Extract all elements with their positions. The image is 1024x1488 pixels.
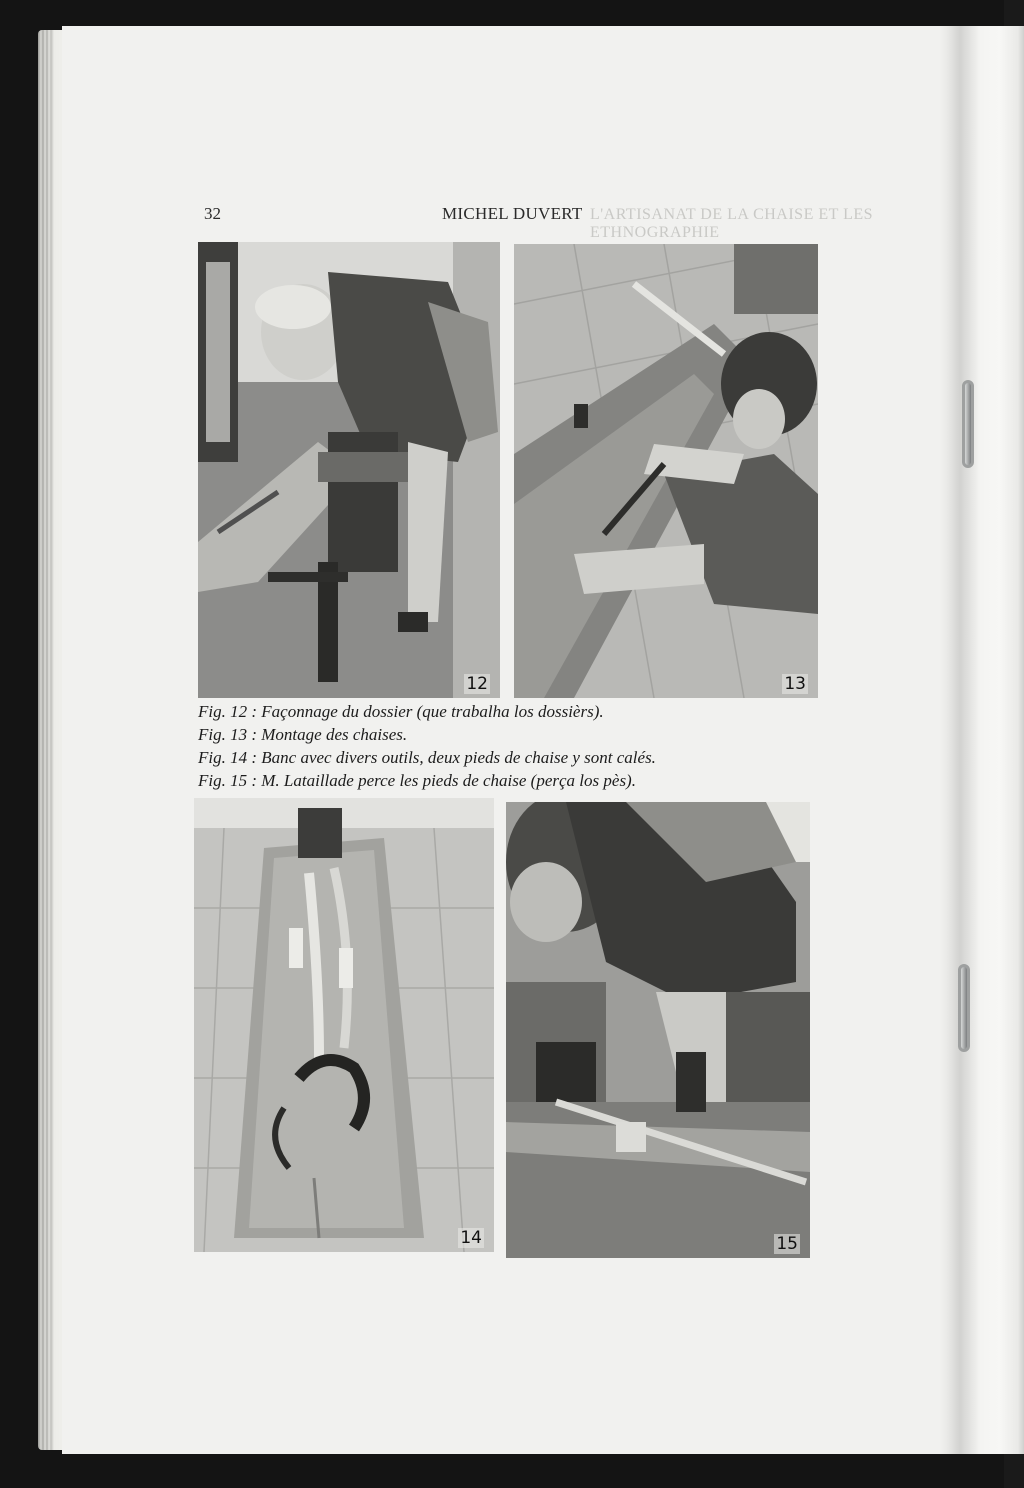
caption-fig-15: Fig. 15 : M. Lataillade perce les pieds de chaise (perça los pès). xyxy=(198,771,636,790)
staple-top xyxy=(962,380,974,468)
figure-15-photo xyxy=(506,802,810,1258)
figure-13-image xyxy=(514,244,818,698)
running-head xyxy=(62,204,994,241)
figure-12-image xyxy=(198,242,500,698)
figure-12-number: 12 xyxy=(466,674,488,694)
book-page xyxy=(62,26,994,1454)
figure-14-photo xyxy=(194,798,494,1252)
bleed-through-text: L'ARTISANAT DE LA CHAISE ET LES ETHNOGRAPHIE xyxy=(590,206,874,241)
author-name: MICHEL DUVERT xyxy=(442,204,583,223)
figure-12-photo xyxy=(198,242,500,698)
caption-fig-12: Fig. 12 : Façonnage du dossier (que trabalha los dossièrs). xyxy=(198,702,604,721)
staple-bottom xyxy=(958,964,970,1052)
page-number: 32 xyxy=(204,204,221,223)
figure-14-image xyxy=(194,798,494,1252)
figure-13-number: 13 xyxy=(784,674,806,694)
figure-captions xyxy=(198,700,838,792)
figure-15-image xyxy=(506,802,810,1258)
book-spine xyxy=(940,26,1024,1454)
figure-14-number: 14 xyxy=(460,1228,482,1248)
caption-fig-13: Fig. 13 : Montage des chaises. xyxy=(198,725,408,744)
caption-fig-14: Fig. 14 : Banc avec divers outils, deux pieds de chaise y sont calés. xyxy=(198,748,656,767)
figure-13-photo xyxy=(514,244,818,698)
figure-15-number: 15 xyxy=(776,1234,798,1254)
